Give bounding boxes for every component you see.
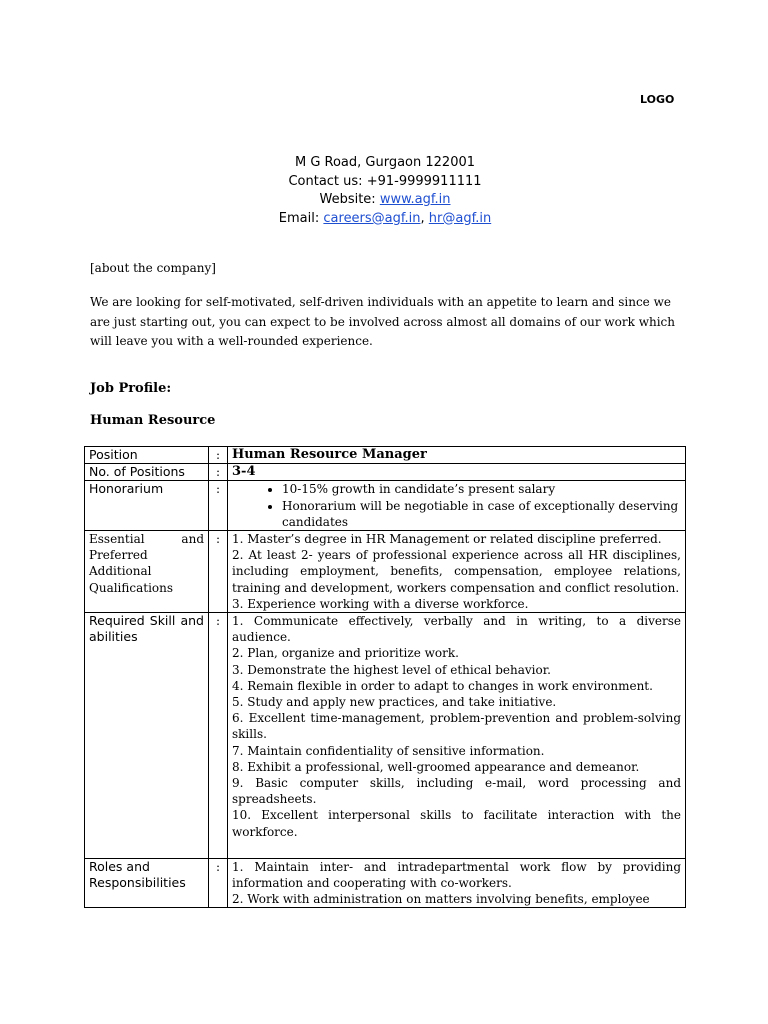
list-item: 3. Demonstrate the highest level of ethical behavior. (232, 662, 551, 677)
separator: : (209, 613, 228, 859)
separator: : (209, 481, 228, 531)
department-heading: Human Resource (90, 413, 216, 428)
row-qualifications (85, 531, 686, 613)
position-label: Position (85, 447, 209, 464)
list-item: 9. Basic computer skills, including e-mail, word processing and spreadsheets. (232, 776, 681, 807)
address: M G Road, Gurgaon 122001 (294, 155, 476, 170)
honorarium-label: Honorarium (85, 481, 209, 531)
list-item: 7. Maintain confidentiality of sensitive information. (232, 743, 545, 758)
list-item: 8. Exhibit a professional, well-groomed appearance and demeanor. (232, 759, 640, 774)
website-link[interactable]: www.agf.in (379, 192, 451, 207)
contact-block (140, 154, 630, 228)
row-skills (85, 613, 686, 859)
list-item: 10. Excellent interpersonal skills to facilitate interaction with the workforce. (232, 808, 681, 839)
website-label: Website: (319, 192, 380, 207)
roles-value (228, 858, 686, 908)
email-separator: , (420, 210, 429, 226)
separator: : (209, 531, 228, 613)
row-honorarium (85, 481, 686, 531)
about-placeholder: [about the company] (90, 261, 216, 275)
list-item: 2. Plan, organize and prioritize work. (232, 646, 459, 661)
separator: : (209, 447, 228, 464)
list-item: 1. Master’s degree in HR Management or related discipline preferred. (232, 532, 662, 547)
email-label: Email: (278, 210, 324, 226)
list-item: 5. Study and apply new practices, and take initiative. (232, 695, 557, 710)
row-position (85, 447, 686, 464)
separator: : (209, 858, 228, 908)
list-item: • 10-15% growth in candidate’s present salary (282, 481, 681, 497)
positions-count-label: No. of Positions (85, 464, 209, 481)
company-logo: LOGO (640, 93, 675, 106)
email-link-hr[interactable]: hr@agf.in (428, 210, 492, 226)
list-item: 6. Excellent time-management, problem-prevention and problem-solving skills. (232, 711, 681, 742)
position-value: Human Resource Manager (228, 447, 686, 464)
separator: : (209, 464, 228, 481)
list-item: 2. At least 2- years of professional experience across all HR disciplines, including employment, benefits, compensation, employee relations, training and development, workers compensation and conflict resolution. (232, 548, 681, 595)
qualifications-value (228, 531, 686, 613)
qualifications-label: Essential and Preferred Additional Qualifications (85, 531, 209, 613)
roles-label: Roles and Responsibilities (85, 858, 209, 908)
list-item: • Honorarium will be negotiable in case of exceptionally deserving candidates (282, 498, 681, 530)
email-line (140, 210, 630, 229)
intro-paragraph: We are looking for self-motivated, self-driven individuals with an appetite to learn and since we are just starting out, you can expect to be involved across almost all domains of our work which will leave you with a well-rounded experience. (90, 295, 675, 348)
skills-value (228, 613, 686, 859)
job-profile-heading: Job Profile: (90, 381, 172, 396)
positions-count-value: 3-4 (228, 464, 686, 481)
honorarium-list (232, 481, 681, 530)
skills-label: Required Skill and abilities (85, 613, 209, 859)
list-item: 3. Experience working with a diverse workforce. (232, 596, 529, 611)
website-line (140, 191, 630, 210)
email-link-careers[interactable]: careers@agf.in (323, 210, 421, 226)
list-item: 1. Maintain inter- and intradepartmental work flow by providing information and cooperating with co-workers. (232, 859, 681, 891)
list-item: 2. Work with administration on matters involving benefits, employee (232, 892, 650, 907)
list-item: 1. Communicate effectively, verbally and in writing, to a diverse audience. (232, 614, 681, 645)
job-spec-table (84, 446, 686, 908)
honorarium-value (228, 481, 686, 531)
row-positions-count (85, 464, 686, 481)
list-item: 4. Remain flexible in order to adapt to changes in work environment. (232, 678, 653, 693)
contact-phone: Contact us: +91-9999911111 (288, 173, 482, 189)
row-roles (85, 858, 686, 908)
